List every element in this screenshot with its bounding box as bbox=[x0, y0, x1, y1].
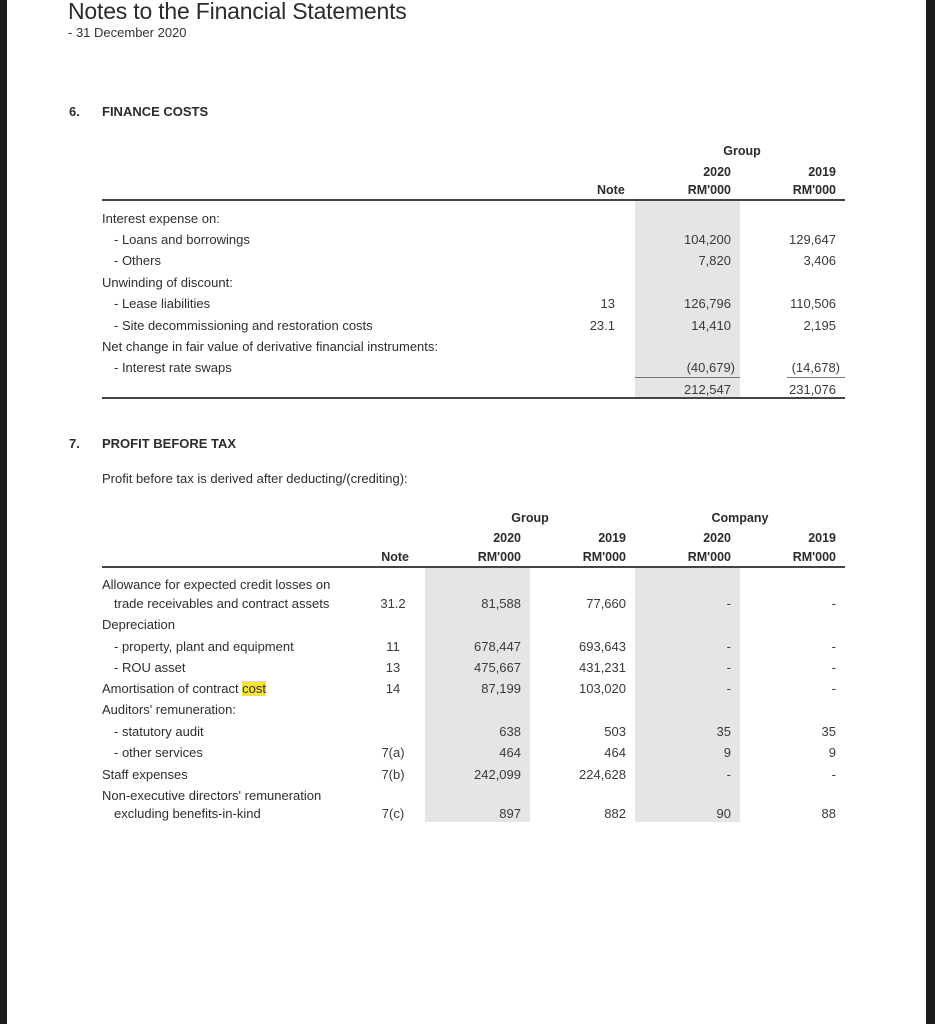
s7-row-group-2020: 87,199 bbox=[481, 681, 521, 696]
s7-row-label: excluding benefits-in-kind bbox=[114, 806, 261, 821]
s7-header-company-2020-unit: RM'000 bbox=[687, 550, 731, 564]
s7-row-label: Staff expenses bbox=[102, 767, 188, 782]
s7-row-group-2019: 882 bbox=[604, 806, 626, 821]
s6-header-2019-unit: RM'000 bbox=[792, 183, 836, 197]
s7-row-label bbox=[102, 681, 266, 696]
s6-header-note: Note bbox=[597, 183, 625, 197]
s7-row-label: trade receivables and contract assets bbox=[114, 596, 330, 611]
s6-row-label: - Loans and borrowings bbox=[114, 232, 250, 247]
s7-row-group-2020: 897 bbox=[499, 806, 521, 821]
s6-row-label: Net change in fair value of derivative financial instruments: bbox=[102, 339, 439, 354]
s7-header-group-2020-unit: RM'000 bbox=[477, 550, 521, 564]
s7-row-group-2019: 224,628 bbox=[579, 767, 626, 782]
s7-row-label: - other services bbox=[114, 745, 203, 760]
s6-header-rule bbox=[102, 199, 845, 201]
s7-row-note: 7(c) bbox=[381, 806, 405, 821]
s7-row-label: - ROU asset bbox=[114, 660, 186, 675]
s6-row-2020: 126,796 bbox=[684, 296, 731, 311]
s7-row-label: Allowance for expected credit losses on bbox=[102, 577, 331, 592]
s7-row-note: 7(b) bbox=[381, 767, 405, 782]
section-7-title: PROFIT BEFORE TAX bbox=[102, 436, 237, 451]
s6-subtotal-rule-2020 bbox=[635, 377, 740, 378]
s7-header-note: Note bbox=[381, 550, 409, 564]
s7-row-company-2020: 9 bbox=[723, 745, 731, 760]
s7-header-company-2019-unit: RM'000 bbox=[792, 550, 836, 564]
s6-row-2019: 110,506 bbox=[789, 296, 836, 311]
s6-row-label: - Interest rate swaps bbox=[114, 360, 232, 375]
s6-header-2020-unit: RM'000 bbox=[687, 183, 731, 197]
s6-row-label: - Site decommissioning and restoration costs bbox=[114, 318, 373, 333]
s7-header-company-2019: 2019 bbox=[808, 531, 836, 545]
s7-row-group-2020: 475,667 bbox=[474, 660, 521, 675]
s7-row-company-2019: - bbox=[831, 660, 836, 675]
s6-row-2020: 7,820 bbox=[698, 253, 731, 268]
page-title: Notes to the Financial Statements bbox=[68, 0, 407, 24]
s7-header-group: Group bbox=[511, 511, 549, 525]
s7-row-group-2019: 431,231 bbox=[579, 660, 626, 675]
s7-row-company-2019: - bbox=[831, 596, 836, 611]
s7-row-company-2020: 90 bbox=[716, 806, 731, 821]
s7-row-company-2020: - bbox=[726, 681, 731, 696]
s7-row-label: Non-executive directors' remuneration bbox=[102, 788, 322, 803]
document-page bbox=[7, 0, 926, 1024]
s7-row-group-2019: 77,660 bbox=[586, 596, 626, 611]
s6-row-label: - Others bbox=[114, 253, 161, 268]
s7-row-company-2019: 35 bbox=[821, 724, 836, 739]
s6-row-note: 23.1 bbox=[589, 318, 615, 333]
s7-row-company-2020: - bbox=[726, 596, 731, 611]
s7-row-company-2020: - bbox=[726, 639, 731, 654]
s6-total-rule bbox=[102, 397, 845, 399]
s7-row-group-2020: 81,588 bbox=[481, 596, 521, 611]
s7-row-group-2020: 464 bbox=[499, 745, 521, 760]
section-6-title: FINANCE COSTS bbox=[102, 104, 209, 119]
s7-row-label: - statutory audit bbox=[114, 724, 204, 739]
s6-row-label: - Lease liabilities bbox=[114, 296, 211, 311]
section-6-number: 6. bbox=[69, 104, 80, 119]
s7-row-company-2020: - bbox=[726, 660, 731, 675]
s7-row-group-2020: 678,447 bbox=[474, 639, 521, 654]
s7-header-company: Company bbox=[711, 511, 769, 525]
page-subtitle: - 31 December 2020 bbox=[68, 25, 187, 40]
s7-row-company-2020: - bbox=[726, 767, 731, 782]
s6-row-2019: 3,406 bbox=[803, 253, 836, 268]
s7-row-group-2019: 693,643 bbox=[579, 639, 626, 654]
s7-row-company-2019: - bbox=[831, 639, 836, 654]
s7-row-group-2020: 242,099 bbox=[474, 767, 521, 782]
s6-row-2020: (40,679) bbox=[686, 360, 735, 375]
s6-row-2019: 2,195 bbox=[803, 318, 836, 333]
s7-row-note: 7(a) bbox=[381, 745, 405, 760]
s6-row-2020: 104,200 bbox=[684, 232, 731, 247]
s6-header-2020: 2020 bbox=[703, 165, 731, 179]
s7-row-group-2019: 464 bbox=[604, 745, 626, 760]
s7-row-company-2020: 35 bbox=[716, 724, 731, 739]
s7-row-note: 13 bbox=[385, 660, 401, 675]
s6-row-label: Interest expense on: bbox=[102, 211, 220, 226]
s6-row-label: Unwinding of discount: bbox=[102, 275, 233, 290]
s7-row-group-2019: 103,020 bbox=[579, 681, 626, 696]
s7-header-company-2020: 2020 bbox=[703, 531, 731, 545]
s6-total-2020: 212,547 bbox=[684, 382, 731, 397]
s6-row-note: 13 bbox=[600, 296, 615, 311]
s7-row-company-2019: 88 bbox=[821, 806, 836, 821]
s7-row-label: - property, plant and equipment bbox=[114, 639, 294, 654]
s7-header-group-2019-unit: RM'000 bbox=[582, 550, 626, 564]
s7-row-label: Auditors' remuneration: bbox=[102, 702, 236, 717]
s6-subtotal-rule-2019 bbox=[787, 377, 845, 378]
section-7-number: 7. bbox=[69, 436, 80, 451]
s7-row-label: Depreciation bbox=[102, 617, 175, 632]
s6-header-group: Group bbox=[723, 144, 761, 158]
section-7-intro: Profit before tax is derived after deducting/(crediting): bbox=[102, 471, 408, 486]
s7-row-group-2020: 638 bbox=[499, 724, 521, 739]
s7-row-note: 31.2 bbox=[380, 596, 406, 611]
s6-row-2019: 129,647 bbox=[789, 232, 836, 247]
s7-row-company-2019: - bbox=[831, 767, 836, 782]
s7-row-note: 14 bbox=[385, 681, 401, 696]
s6-total-2019: 231,076 bbox=[789, 382, 836, 397]
s7-row-label-prefix: Amortisation of contract bbox=[102, 681, 243, 696]
s6-row-2020: 14,410 bbox=[691, 318, 731, 333]
s6-header-2019: 2019 bbox=[808, 165, 836, 179]
s7-header-rule bbox=[102, 566, 845, 568]
s7-row-group-2019: 503 bbox=[604, 724, 626, 739]
s6-row-2019: (14,678) bbox=[791, 360, 840, 375]
s7-row-note: 11 bbox=[386, 639, 400, 654]
s7-header-group-2020: 2020 bbox=[493, 531, 521, 545]
s7-row-company-2019: 9 bbox=[828, 745, 836, 760]
search-highlight: cost bbox=[242, 681, 267, 696]
s7-header-group-2019: 2019 bbox=[598, 531, 626, 545]
s7-row-company-2019: - bbox=[831, 681, 836, 696]
